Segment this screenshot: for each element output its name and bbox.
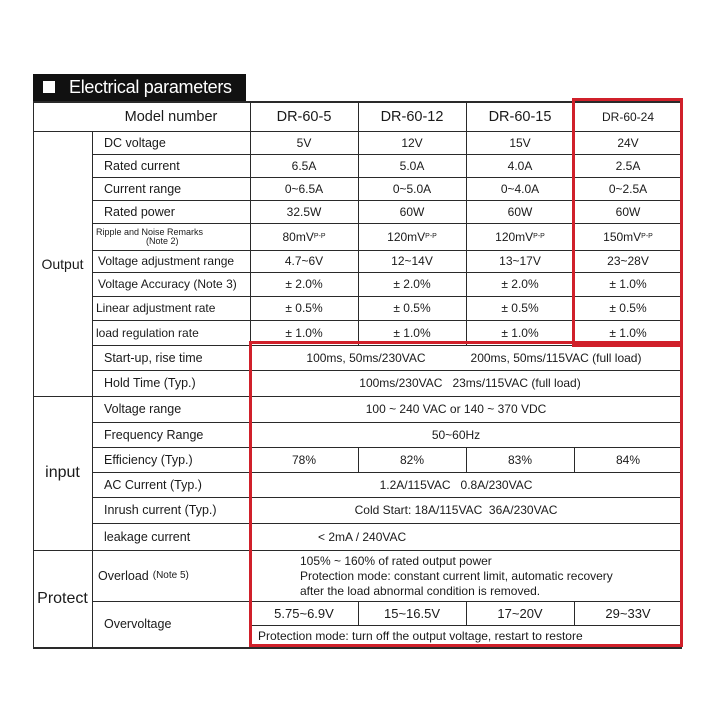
row-label: Rated current [104, 158, 180, 173]
value: ± 1.0% [285, 325, 323, 340]
value: 12~14V [391, 254, 433, 268]
model-name-1: DR-60-5 [276, 108, 332, 125]
value: 0~6.5A [284, 181, 324, 196]
row-label: Overvoltage [104, 617, 172, 631]
row-label: AC Current (Typ.) [104, 477, 202, 492]
value: 4.7~6V [284, 254, 324, 268]
row-label: Linear adjustment rate [96, 301, 216, 315]
value: 120mV P-P [387, 229, 437, 244]
value: Cold Start: 18A/115VAC 36A/230VAC [354, 503, 558, 517]
row-label: Hold Time (Typ.) [104, 376, 196, 390]
model-name-4: DR-60-24 [601, 109, 655, 124]
value: 100ms, 50ms/230VAC [306, 350, 426, 365]
value: ± 0.5% [285, 301, 323, 315]
value: 5V [296, 135, 312, 150]
value: ± 1.0% [609, 325, 647, 340]
ripple-note: (Note 2) [146, 236, 179, 246]
value: 150mV P-P [603, 229, 653, 244]
row-label: Inrush current (Typ.) [104, 503, 217, 517]
value: 78% [291, 452, 317, 467]
value: 5.0A [399, 158, 425, 173]
row-label: Voltage adjustment range [98, 254, 235, 268]
value: 83% [507, 452, 533, 467]
overvoltage-mode: Protection mode: turn off the output voltage, restart to restore [258, 629, 583, 643]
value: 6.5A [291, 158, 317, 173]
overload-label: Overload [98, 568, 149, 583]
value: 82% [399, 452, 425, 467]
value: 4.0A [507, 158, 533, 173]
value: ± 2.0% [393, 277, 431, 291]
value: 0~2.5A [608, 181, 648, 196]
row-label: Current range [104, 181, 182, 196]
value: 0~5.0A [392, 181, 432, 196]
value: 2.5A [615, 158, 641, 173]
highlight-box-common-specs [249, 341, 683, 647]
value: 1.2A/115VAC 0.8A/230VAC [379, 477, 533, 492]
row-label: Voltage Accuracy (Note 3) [98, 277, 237, 291]
overload-line-2: Protection mode: constant current limit, automatic recovery [300, 568, 613, 583]
row-label: DC voltage [104, 135, 166, 150]
value: ± 2.0% [285, 277, 323, 291]
overload-note: (Note 5) [152, 570, 189, 581]
value: 24V [617, 135, 639, 150]
value: 23~28V [607, 254, 649, 268]
value: 32.5W [286, 204, 322, 219]
row-label: Rated power [104, 204, 175, 219]
value: ± 1.0% [393, 325, 431, 340]
value: 100ms/230VAC 23ms/115VAC (full load) [359, 376, 581, 390]
value: 15V [509, 135, 531, 150]
value: 60W [507, 204, 533, 219]
value: 29~33V [605, 605, 651, 621]
value: 60W [399, 204, 425, 219]
value: ± 1.0% [609, 277, 647, 291]
value: ± 1.0% [501, 325, 539, 340]
row-label: Efficiency (Typ.) [104, 452, 193, 467]
value: 80mV P-P [282, 229, 326, 244]
group-output: Output [41, 255, 84, 272]
value: ± 0.5% [393, 301, 431, 315]
value: ± 0.5% [501, 301, 539, 315]
row-label: load regulation rate [96, 325, 199, 340]
model-name-2: DR-60-12 [380, 108, 444, 125]
row-label: Start-up, rise time [104, 350, 203, 365]
model-number-label: Model number [124, 108, 218, 125]
value: 12V [401, 135, 423, 150]
square-bullet-icon [43, 81, 55, 93]
value: 200ms, 50ms/115VAC (full load) [470, 350, 642, 365]
value: 60W [615, 204, 641, 219]
row-label [92, 550, 250, 601]
value: ± 2.0% [501, 277, 539, 291]
group-input: input [45, 464, 80, 481]
value: 120mV P-P [495, 229, 545, 244]
value: 5.75~6.9V [274, 605, 334, 621]
section-title: Electrical parameters [69, 77, 232, 97]
value: 17~20V [497, 605, 543, 621]
value: ± 0.5% [609, 301, 647, 315]
value: < 2mA / 240VAC [318, 529, 407, 544]
value: 50~60Hz [431, 427, 481, 442]
value: 0~4.0A [500, 181, 540, 196]
value: 13~17V [499, 254, 541, 268]
row-label: Voltage range [104, 402, 182, 416]
row-label [93, 224, 253, 250]
row-label: Frequency Range [104, 427, 204, 442]
ripple-label: Ripple and Noise Remarks [96, 227, 204, 237]
model-name-3: DR-60-15 [488, 108, 552, 125]
overload-line-3: after the load abnormal condition is removed. [300, 583, 541, 598]
row-label: leakage current [104, 529, 191, 544]
value: 84% [615, 452, 641, 467]
group-protect: Protect [37, 589, 88, 607]
value: 100 ~ 240 VAC or 140 ~ 370 VDC [365, 402, 547, 416]
overload-line-1: 105% ~ 160% of rated output power [300, 553, 492, 568]
value: 15~16.5V [383, 605, 441, 621]
highlight-box-dr-60-24 [572, 98, 683, 347]
section-header [33, 74, 246, 101]
